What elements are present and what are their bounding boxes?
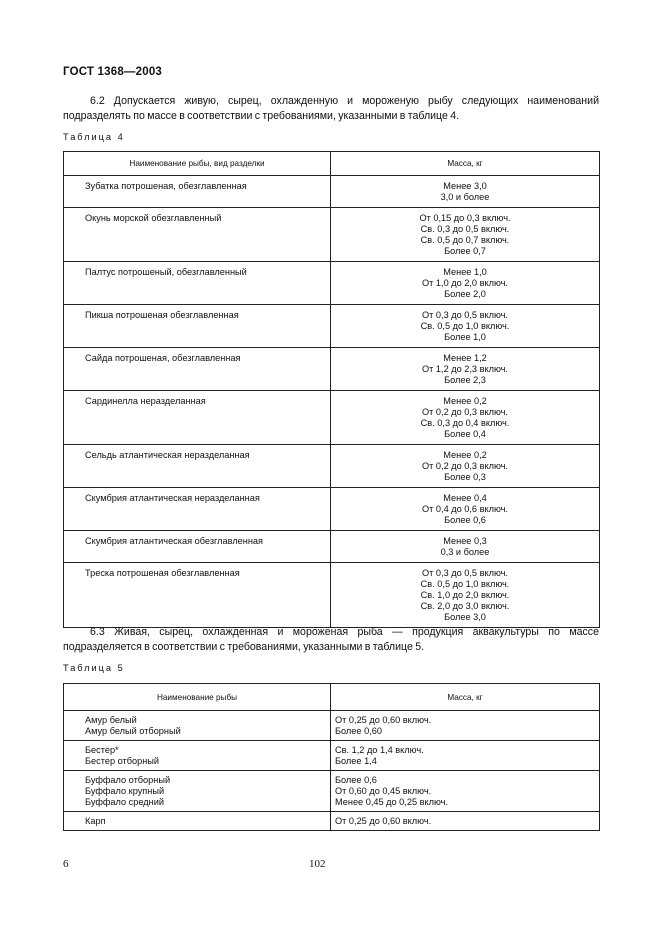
fish-name-cell: Пикша потрошеная обезглавленная xyxy=(64,305,331,348)
mass-line: Более 0,60 xyxy=(335,726,382,736)
mass-line: Более 1,4 xyxy=(335,756,377,766)
mass-line: 0,3 и более xyxy=(440,547,490,557)
mass-line: От 1,2 до 2,3 включ. xyxy=(422,364,508,374)
fish-name-cell xyxy=(64,771,331,812)
mass-cell xyxy=(331,771,600,812)
mass-line: Св. 0,3 до 0,5 включ. xyxy=(420,224,510,234)
table-row xyxy=(64,488,600,531)
fish-name-line: Буффало крупный xyxy=(85,786,165,796)
table-5-header-mass: Масса, кг xyxy=(331,684,600,711)
fish-name-cell: Палтус потрошеный, обезглавленный xyxy=(64,262,331,305)
table-row xyxy=(64,445,600,488)
mass-cell xyxy=(331,262,600,305)
mass-line: От 0,15 до 0,3 включ. xyxy=(419,213,511,223)
mass-line: Св. 0,3 до 0,4 включ. xyxy=(420,418,510,428)
mass-line: Более 3,0 xyxy=(444,612,486,622)
fish-name-cell: Скумбрия атлантическая неразделанная xyxy=(64,488,331,531)
table-4-body xyxy=(64,176,600,628)
mass-cell xyxy=(331,176,600,208)
table-row xyxy=(64,741,600,771)
mass-cell xyxy=(331,488,600,531)
fish-name-line: Карп xyxy=(85,816,106,826)
mass-line: От 1,0 до 2,0 включ. xyxy=(422,278,508,288)
table-4-header-name: Наименование рыбы, вид разделки xyxy=(64,152,331,176)
mass-cell xyxy=(331,563,600,628)
fish-name-cell: Сардинелла неразделанная xyxy=(64,391,331,445)
mass-line: Менее 0,2 xyxy=(443,396,487,406)
table-4-header-mass: Масса, кг xyxy=(331,152,600,176)
table-row xyxy=(64,305,600,348)
mass-line: Менее 0,3 xyxy=(443,536,487,546)
table-5 xyxy=(63,683,600,831)
table-5-caption: Таблица 5 xyxy=(63,663,125,673)
table-5-header-row xyxy=(64,684,600,711)
mass-line: Более 0,7 xyxy=(444,246,486,256)
mass-line: Более 2,0 xyxy=(444,289,486,299)
table-4 xyxy=(63,151,600,628)
mass-line: 3,0 и более xyxy=(440,192,490,202)
mass-line: От 0,2 до 0,3 включ. xyxy=(422,461,508,471)
mass-line: Св. 1,2 до 1,4 включ. xyxy=(335,745,424,755)
mass-cell xyxy=(331,812,600,831)
fish-name-cell xyxy=(64,812,331,831)
mass-cell xyxy=(331,208,600,262)
paragraph-6-3-text: 6.3 Живая, сырец, охлажденная и мороженая рыба — продукция аквакультуры по массе подразделяется в соответствии с требованиями, указанными в таблице 5. xyxy=(63,626,599,653)
mass-line: Менее 0,45 до 0,25 включ. xyxy=(335,797,448,807)
fish-name-cell: Зубатка потрошеная, обезглавленная xyxy=(64,176,331,208)
mass-line: Более 0,6 xyxy=(335,775,377,785)
fish-name-line: Амур белый отборный xyxy=(85,726,181,736)
fish-name-cell: Сайда потрошеная, обезглавленная xyxy=(64,348,331,391)
fish-name-cell: Сельдь атлантическая неразделанная xyxy=(64,445,331,488)
fish-name-cell xyxy=(64,741,331,771)
mass-line: Более 0,4 xyxy=(444,429,486,439)
mass-line: Св. 0,5 до 1,0 включ. xyxy=(420,579,510,589)
mass-line: Св. 1,0 до 2,0 включ. xyxy=(420,590,510,600)
table-4-header-row xyxy=(64,152,600,176)
paragraph-6-3 xyxy=(63,625,599,655)
mass-line: От 0,3 до 0,5 включ. xyxy=(422,568,508,578)
table-row xyxy=(64,176,600,208)
mass-line: Менее 1,2 xyxy=(443,353,487,363)
mass-line: Более 2,3 xyxy=(444,375,486,385)
table-row xyxy=(64,563,600,628)
fish-name-line: Бестер* xyxy=(85,745,119,755)
fish-name-line: Буффало средний xyxy=(85,797,164,807)
mass-line: Более 0,6 xyxy=(444,515,486,525)
mass-line: Менее 0,2 xyxy=(443,450,487,460)
fish-name-line: Бестер отборный xyxy=(85,756,160,766)
mass-line: Менее 3,0 xyxy=(443,181,487,191)
fish-name-cell: Окунь морской обезглавленный xyxy=(64,208,331,262)
mass-cell xyxy=(331,391,600,445)
table-4-caption: Таблица 4 xyxy=(63,132,125,142)
table-row xyxy=(64,531,600,563)
mass-cell xyxy=(331,741,600,771)
mass-line: Менее 1,0 xyxy=(443,267,487,277)
table-5-body xyxy=(64,711,600,831)
mass-line: Менее 0,4 xyxy=(443,493,487,503)
fish-name-cell xyxy=(64,711,331,741)
sheet-number: 102 xyxy=(309,858,326,870)
mass-line: От 0,4 до 0,6 включ. xyxy=(422,504,508,514)
mass-line: От 0,25 до 0,60 включ. xyxy=(335,715,432,725)
fish-name-line: Амур белый xyxy=(85,715,137,725)
paragraph-6-2-text: 6.2 Допускается живую, сырец, охлажденную и мороженую рыбу следующих наименований подразделять по массе в соответствии с требованиями, указанными в таблице 4. xyxy=(63,95,599,122)
mass-line: Более 0,3 xyxy=(444,472,486,482)
fish-name-cell: Скумбрия атлантическая обезглавленная xyxy=(64,531,331,563)
fish-name-cell: Треска потрошеная обезглавленная xyxy=(64,563,331,628)
mass-line: Более 1,0 xyxy=(444,332,486,342)
mass-line: Св. 2,0 до 3,0 включ. xyxy=(420,601,510,611)
mass-cell xyxy=(331,445,600,488)
mass-line: От 0,2 до 0,3 включ. xyxy=(422,407,508,417)
table-row xyxy=(64,262,600,305)
table-5-header-name: Наименование рыбы xyxy=(64,684,331,711)
table-row xyxy=(64,391,600,445)
mass-line: От 0,3 до 0,5 включ. xyxy=(422,310,508,320)
paragraph-6-2 xyxy=(63,94,599,124)
mass-cell xyxy=(331,305,600,348)
table-row xyxy=(64,348,600,391)
document-standard-header: ГОСТ 1368—2003 xyxy=(63,66,163,78)
page-number: 6 xyxy=(63,858,69,870)
mass-cell xyxy=(331,531,600,563)
table-row xyxy=(64,771,600,812)
mass-cell xyxy=(331,348,600,391)
table-row xyxy=(64,812,600,831)
table-row xyxy=(64,711,600,741)
mass-line: От 0,60 до 0,45 включ. xyxy=(335,786,432,796)
mass-line: Св. 0,5 до 1,0 включ. xyxy=(420,321,510,331)
mass-line: От 0,25 до 0,60 включ. xyxy=(335,816,432,826)
mass-cell xyxy=(331,711,600,741)
mass-line: Св. 0,5 до 0,7 включ. xyxy=(420,235,510,245)
fish-name-line: Буффало отборный xyxy=(85,775,171,785)
table-row xyxy=(64,208,600,262)
